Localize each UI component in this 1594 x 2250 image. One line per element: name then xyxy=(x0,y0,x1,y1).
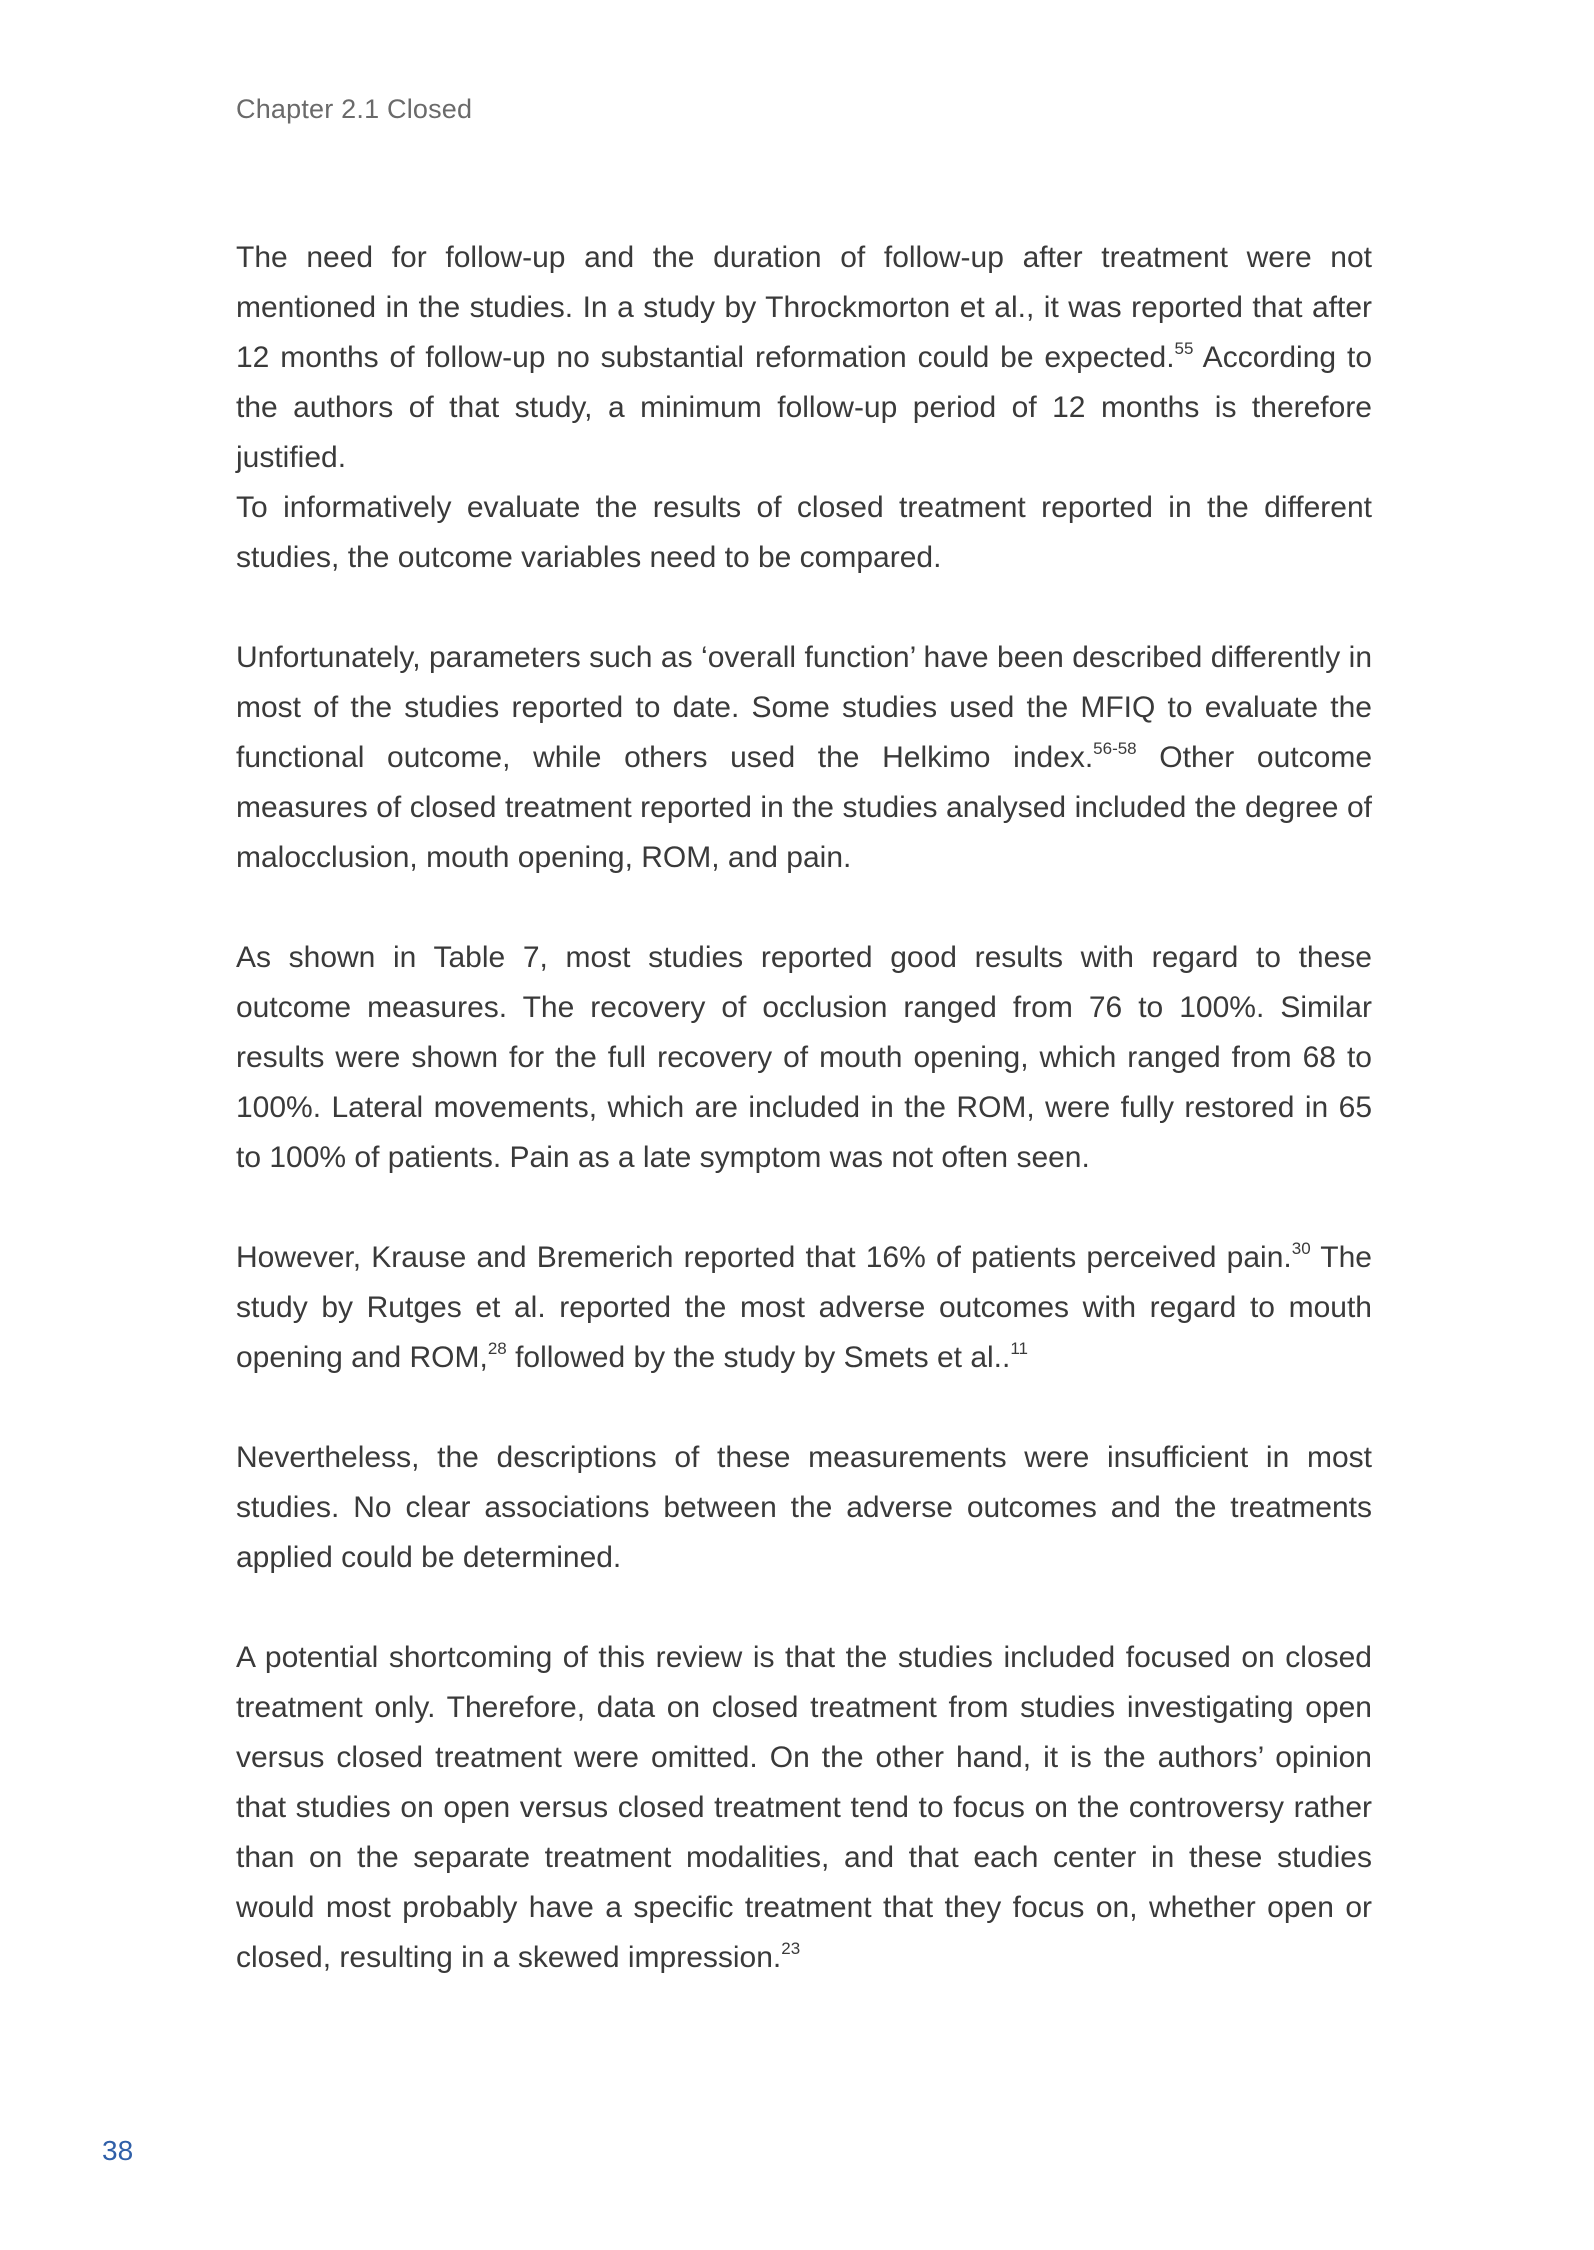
citation-ref: 11 xyxy=(1010,1339,1028,1358)
citation-ref: 55 xyxy=(1174,339,1194,358)
citation-ref: 56-58 xyxy=(1093,739,1137,758)
citation-ref: 23 xyxy=(781,1939,801,1958)
paragraph-text: Other outcome measures of closed treatment reported in the studies analysed included the degree of malocclusion, mouth opening, ROM, and pain. xyxy=(236,741,1372,874)
paragraph-text: Nevertheless, the descriptions of these measurements were insufficient in most studies. No clear associations between the adverse outcomes and the treatments applied could be determined. xyxy=(236,1441,1372,1574)
paragraph-table-7 xyxy=(236,933,1372,1183)
paragraph-follow-up xyxy=(236,233,1372,483)
paragraph-text: followed by the study by Smets et al.. xyxy=(506,1341,1011,1374)
paragraph-text: However, Krause and Bremerich reported that 16% of patients perceived pain. xyxy=(236,1241,1292,1274)
paragraph-pain xyxy=(236,1233,1372,1383)
paragraph-evaluate xyxy=(236,483,1372,583)
citation-ref: 30 xyxy=(1291,1239,1311,1258)
paragraph-text: As shown in Table 7, most studies reported good results with regard to these outcome measures. The recovery of occlusion ranged from 76 to 100%. Similar results were shown for the full recovery of mouth opening, which ranged from 68 to 100%. Lateral movements, which are included in the ROM, were fully restored in 65 to 100% of patients. Pain as a late symptom was not often seen. xyxy=(236,941,1372,1174)
paragraph-text: The need for follow-up and the duration of follow-up after treatment were not mentioned in the studies. In a study by Throckmorton et al., it was reported that after 12 months of follow-up no substantial reformation could be expected. xyxy=(236,241,1372,374)
paragraph-text: To informatively evaluate the results of closed treatment reported in the different studies, the outcome variables need to be compared. xyxy=(236,491,1372,574)
paragraph-text: Unfortunately, parameters such as ‘overall function’ have been described differently in most of the studies reported to date. Some studies used the MFIQ to evaluate the functional outcome, while others used the Helkimo index. xyxy=(236,641,1372,774)
paragraph-text: The study by Rutges et al. reported the most adverse outcomes with regard to mouth opening and ROM, xyxy=(236,1241,1372,1374)
paragraph-text: A potential shortcoming of this review is that the studies included focused on closed treatment only. Therefore, data on closed treatment from studies investigating open versus closed treatment were omitted. On the other hand, it is the authors’ opinion that studies on open versus closed treatment tend to focus on the controversy rather than on the separate treatment modalities, and that each center in these studies would most probably have a specific treatment that they focus on, whether open or closed, resulting in a skewed impression. xyxy=(236,1641,1372,1974)
running-header: Chapter 2.1 Closed xyxy=(236,94,473,124)
body-text xyxy=(236,233,1372,1983)
page-number: 38 xyxy=(102,2135,134,2166)
paragraph-overall-function xyxy=(236,633,1372,883)
citation-ref: 28 xyxy=(487,1339,507,1358)
paragraph-text: According to the authors of that study, a minimum follow-up period of 12 months is therefore justified. xyxy=(236,341,1372,474)
paragraph-insufficient xyxy=(236,1433,1372,1583)
paragraph-shortcoming xyxy=(236,1633,1372,1983)
